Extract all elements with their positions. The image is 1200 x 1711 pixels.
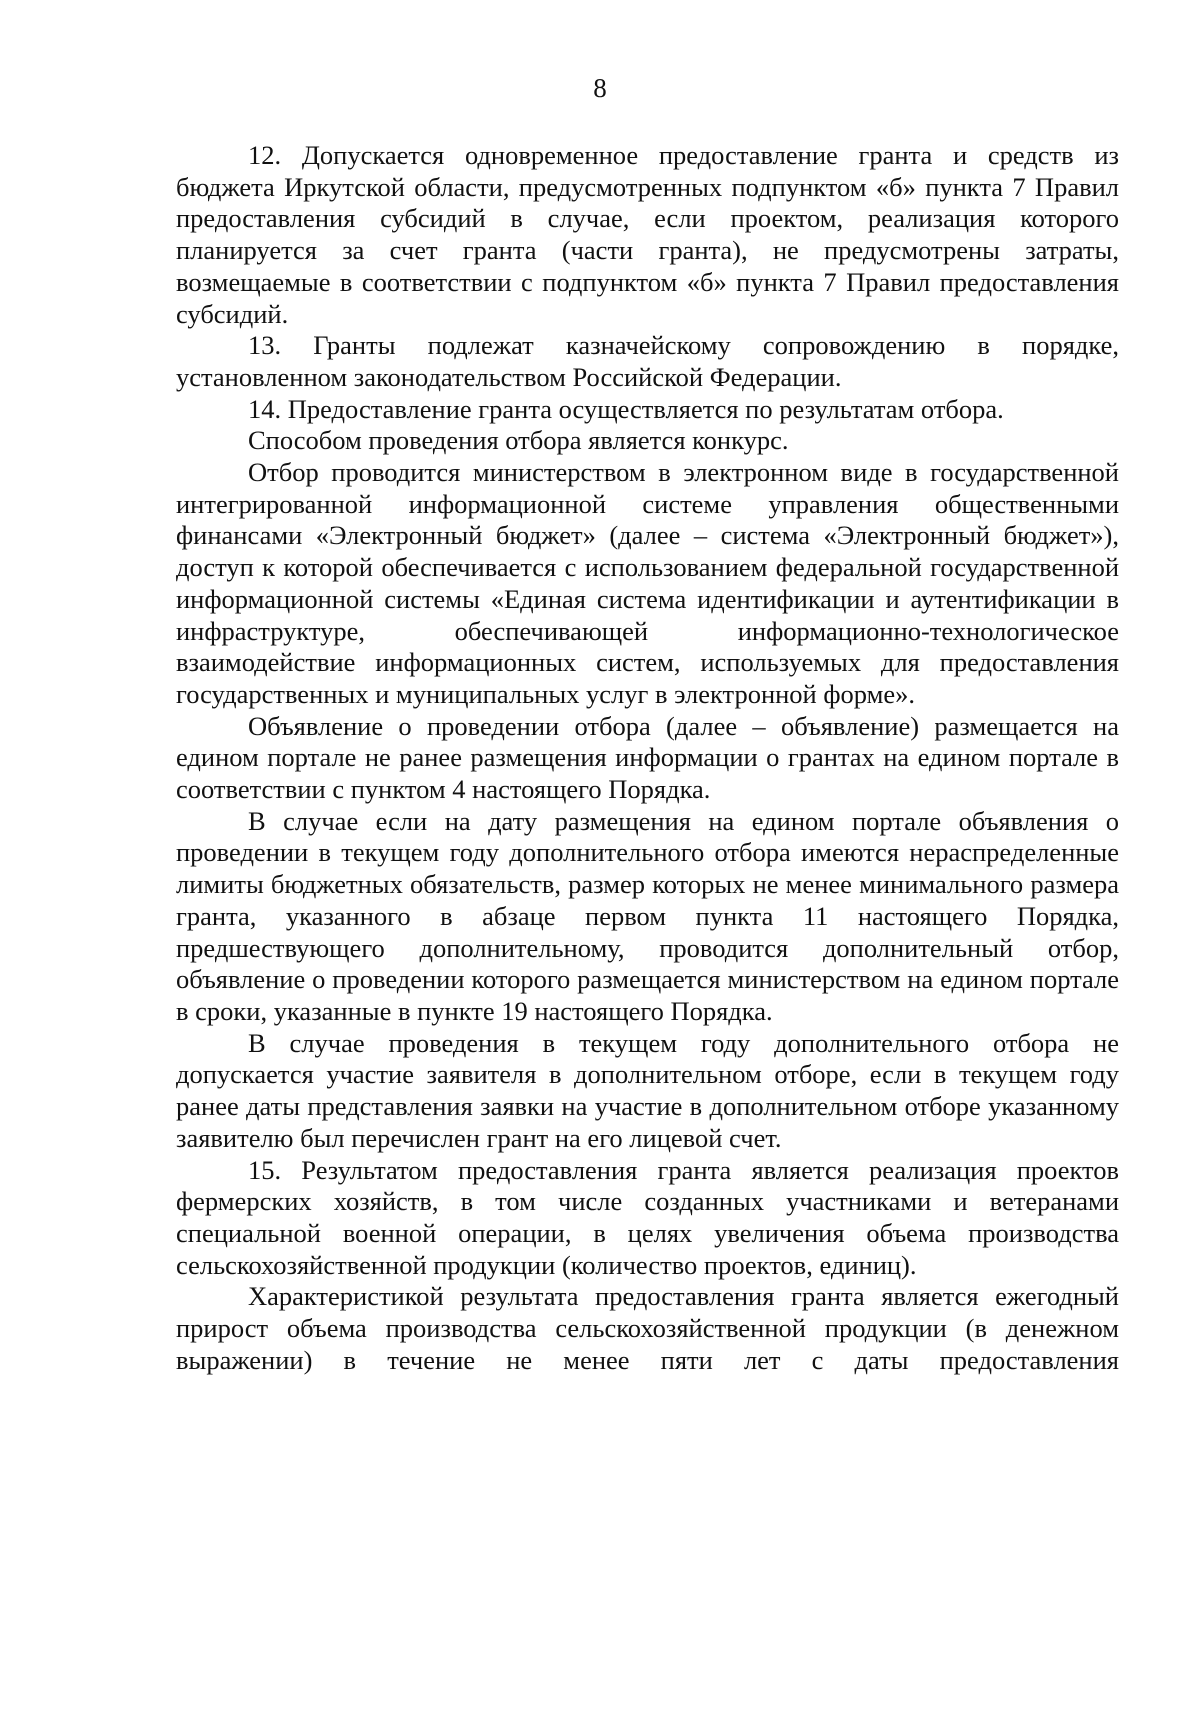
paragraph-announcement: Объявление о проведении отбора (далее – объявление) размещается на едином портале не ранее размещения информации о грантах на едином портале в соответствии с пунктом 4 настоящего Порядка. <box>176 710 1119 805</box>
paragraph-12: 12. Допускается одновременное предоставление гранта и средств из бюджета Иркутской области, предусмотренных подпунктом «б» пункта 7 Правил предоставления субсидий в случае, если проектом, реализация которого планируется за счет гранта (части гранта), не предусмотрены затраты, возмещаемые в соответствии с подпунктом «б» пункта 7 Правил предоставления субсидий. <box>176 140 1119 329</box>
paragraph-13: 13. Гранты подлежат казначейскому сопровождению в порядке, установленном законодательством Российской Федерации. <box>176 330 1119 392</box>
paragraph-participation-restriction: В случае проведения в текущем году дополнительного отбора не допускается участие заявителя в дополнительном отборе, если в текущем году ранее даты представления заявки на участие в дополнительном отборе указанному заявителю был перечислен грант на его лицевой счет. <box>176 1027 1119 1153</box>
page-number: 8 <box>593 73 607 103</box>
document-body <box>176 140 1119 1376</box>
paragraph-15: 15. Результатом предоставления гранта является реализация проектов фермерских хозяйств, в том числе созданных участниками и ветеранами специальной военной операции, в целях увеличения объема производства сельскохозяйственной продукции (количество проектов, единиц). <box>176 1154 1119 1280</box>
paragraph-result-characteristic: Характеристикой результата предоставления гранта является ежегодный прирост объема производства сельскохозяйственной продукции (в денежном выражении) в течение не менее пяти лет с даты предоставления <box>176 1281 1119 1375</box>
paragraph-selection-method: Способом проведения отбора является конкурс. <box>248 425 789 456</box>
paragraph-additional-selection: В случае если на дату размещения на едином портале объявления о проведении в текущем году дополнительного отбора имеются нераспределенные лимиты бюджетных обязательств, размер которых не менее минимального размера гранта, указанного в абзаце первом пункта 11 настоящего Порядка, предшествующего дополнительному, проводится дополнительный отбор, объявление о проведении которого размещается министерством на едином портале в сроки, указанные в пункте 19 настоящего Порядка. <box>176 805 1119 1026</box>
paragraph-14: 14. Предоставление гранта осуществляется по результатам отбора. <box>248 393 1004 424</box>
paragraph-electronic-budget: Отбор проводится министерством в электронном виде в государственной интегрированной информационной системе управления общественными финансами «Электронный бюджет» (далее – система «Электронный бюджет»), доступ к которой обеспечивается с использованием федеральной государственной информационной системы «Единая система идентификации и аутентификации в инфраструктуре, обеспечивающей информационно-технологическое взаимодействие информационных систем, используемых для предоставления государственных и муниципальных услуг в электронной форме». <box>176 457 1119 709</box>
